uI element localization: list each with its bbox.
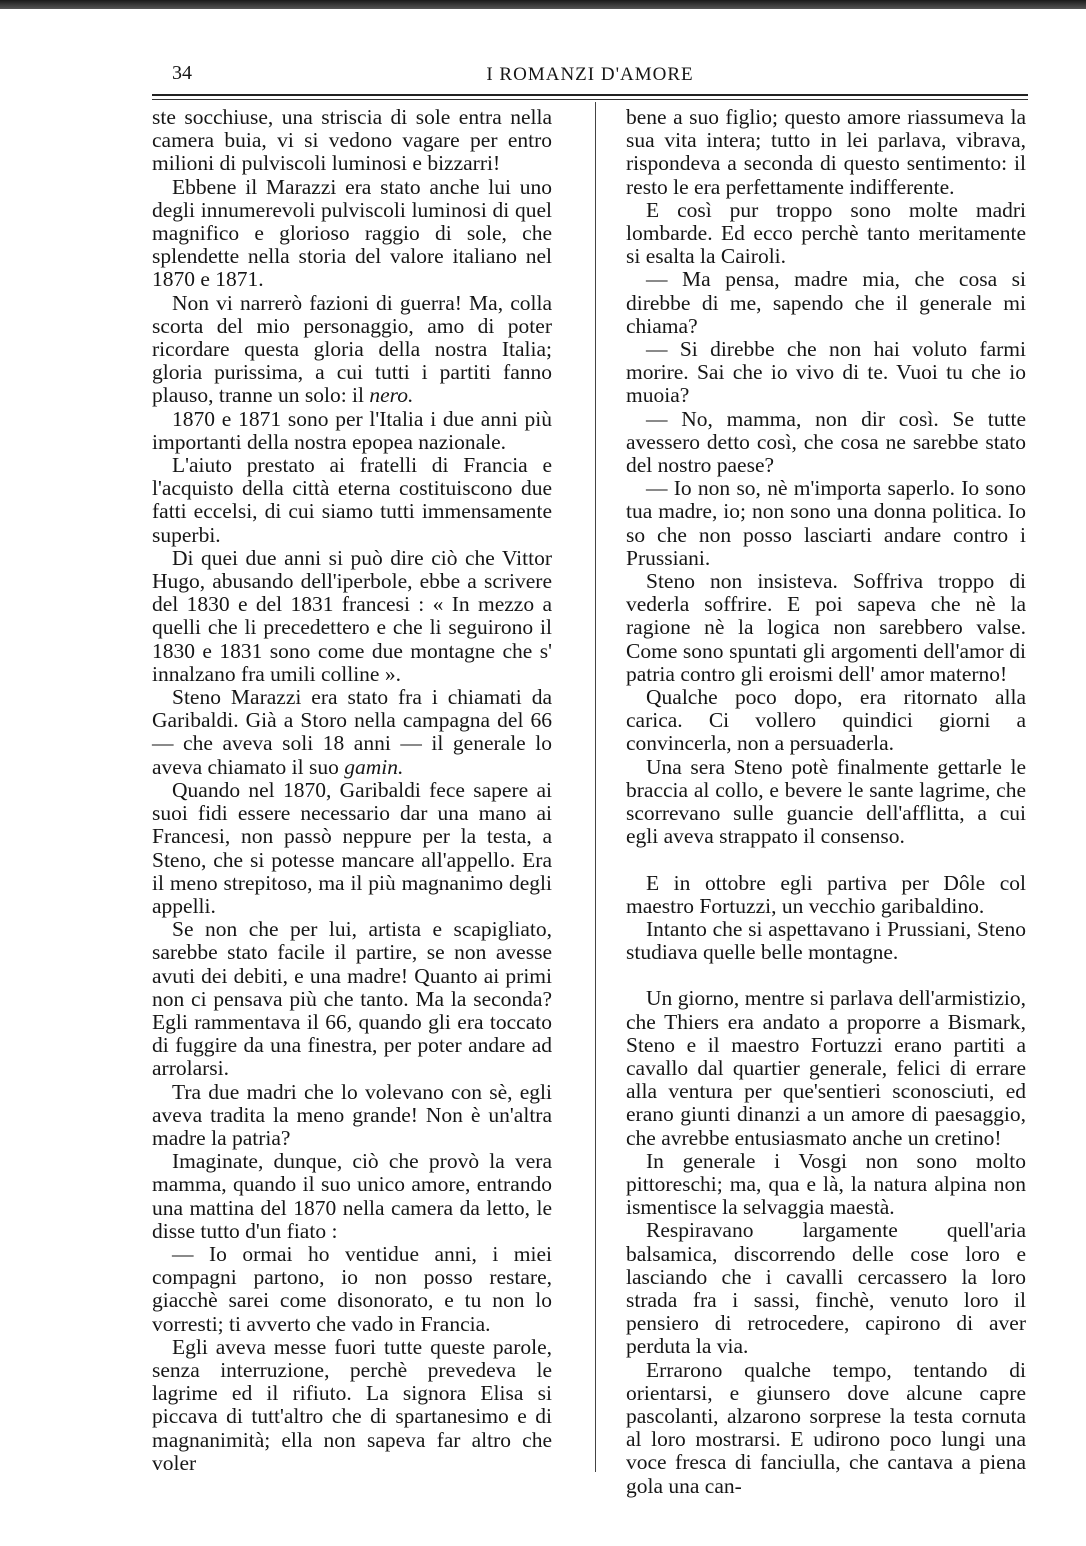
paragraph: Respiravano largamente quell'aria balsamica, discorrendo delle cose loro e lasciando che i cavalli cercassero la loro strada fra i sassi, finchè, venuto loro il pensiero di retrocedere, capirono di aver perduta la via. xyxy=(626,1218,1026,1359)
header-rule-thick xyxy=(152,94,1028,96)
paragraph xyxy=(152,686,552,779)
paragraph: Qualche poco dopo, era ritornato alla carica. Ci vollero quindici giorni a convincerla, non a persuaderla. xyxy=(626,685,1026,756)
paragraph xyxy=(152,292,552,408)
scan-edge xyxy=(0,0,1086,9)
paragraph: Di quei due anni si può dire ciò che Vittor Hugo, abusando dell'iperbole, ebbe a scrivere del 1830 e del 1831 francesi : « In mezzo a quelli che li precedettero e che li seguirono il 1830 e 1831 sono come due montagne che s' innalzano fra umili colline ». xyxy=(152,545,552,686)
paragraph: — Io ormai ho ventidue anni, i miei compagni partono, io non posso restare, giacchè sarei come disonorato, e tu non lo vorresti; ti avverto che vado in Francia. xyxy=(152,1241,552,1336)
paragraph: Intanto che si aspettavano i Prussiani, Steno studiava quelle belle montagne. xyxy=(626,916,1026,965)
page-number: 34 xyxy=(172,62,192,84)
paragraph: Tra due madri che lo volevano con sè, egli aveva tradita la meno grande! Non è un'altra madre la patria? xyxy=(152,1079,552,1150)
paragraph: L'aiuto prestato ai fratelli di Francia e l'acquisto della città eterna costituiscono due fatti eccelsi, di cui siamo tutti immensamente superbi. xyxy=(152,453,552,547)
paragraph: 1870 e 1871 sono per l'Italia i due anni più importanti della nostra epopea nazionale. xyxy=(152,406,552,454)
paragraph: bene a suo figlio; questo amore riassumeva la sua vita intera; tutto in lei parlava, vibrava, rispondeva a seconda di questo sentimento: il resto le era perfettamente indifferente. xyxy=(626,105,1026,199)
paragraph: Steno non insisteva. Soffriva troppo di vederla soffrire. E poi sapeva che nè la ragione nè la logica non sarebbero valse. Come sono spuntati gli argomenti dell'amor di patria contro gli eroismi dell' amor materno! xyxy=(626,569,1026,686)
paragraph: ste socchiuse, una striscia di sole entra nella camera buia, vi si vedono vagare per entro milioni di pulviscoli luminosi e bizzarri! xyxy=(152,105,552,176)
paragraph-text: Non vi narrerò fazioni di guerra! Ma, colla scorta del mio personaggio, amo di poter ricordare questa gloria della nostra Italia; gloria purissima, a cui tutti i partiti fanno plauso, tranne un solo: il xyxy=(152,290,552,408)
header-rule-thin xyxy=(152,99,1028,100)
paragraph: Errarono qualche tempo, tentando di orientarsi, e giunsero dove alcune capre pascolanti, alzarono sorprese la testa cornuta al loro mostrarsi. E udirono poco lungi una voce fresca di fanciulla, che cantava a piena gola una can- xyxy=(626,1357,1026,1498)
paragraph: Quando nel 1870, Garibaldi fece sapere ai suoi fidi essere necessario dar una mano ai Francesi, non passò neppure per la testa, a Steno, che si potesse mancare all'appello. Era il meno strepitoso, ma il più magnanimo degli appelli. xyxy=(152,777,552,918)
paragraph: Una sera Steno potè finalmente gettarle le braccia al collo, e bevere le sante lagrime, che scorrevano sulle guancie dell'afflitta, a cui egli aveva strappato il consenso. xyxy=(626,754,1026,849)
paragraph: E in ottobre egli partiva per Dôle col maestro Fortuzzi, un vecchio garibaldino. xyxy=(626,870,1026,918)
paragraph: Egli aveva messe fuori tutte queste parole, senza interruzione, perchè prevedeva le lagrime ed il rifiuto. La signora Elisa si piccava di tutt'altro che di spartanesimo e di magnanimità; ella non sapeva far altro che voler xyxy=(152,1334,552,1475)
paragraph: Se non che per lui, artista e scapigliato, sarebbe stato facile il partire, se non avesse avuti dei debiti, e una madre! Quanto ai primi non ci pensava più che tanto. Ma la seconda? Egli rammentava il 66, quando gli era toccato di fuggire da una finestra, per poter andare ad arrolarsi. xyxy=(152,917,552,1081)
paragraph: Un giorno, mentre si parlava dell'armistizio, che Thiers era andato a proporre a Bismark, Steno e il maestro Fortuzzi erano partiti a cavallo dal quartier generale, felici di errare alla ventura per que'sentieri sconosciuti, ed erano giunti dinanzi a un amore di paesaggio, che avrebbe entusiasmato anche un cretino! xyxy=(626,986,1026,1150)
page-header xyxy=(152,58,1028,94)
paragraph: — No, mamma, non dir così. Se tutte avessero detto così, che cosa ne sarebbe stato del nostro paese? xyxy=(626,406,1026,478)
paragraph: In generale i Vosgi non sono molto pittoreschi; ma, qua e là, la natura alpina non ismentisce la selvaggia maestà. xyxy=(626,1148,1026,1220)
paragraph: — Si direbbe che non hai voluto farmi morire. Sai che io vivo di te. Vuoi tu che io muoia? xyxy=(626,337,1026,408)
paragraph: — Io non so, nè m'importa saperlo. Io sono tua madre, io; non sono una donna politica. Io so che non posso lasciarti andare contro i Prussiani. xyxy=(626,476,1026,570)
paragraph-text: Steno Marazzi era stato fra i chiamati da Garibaldi. Già a Storo nella campagna del 66 — che aveva soli 18 anni — il generale lo aveva chiamato il suo xyxy=(152,685,552,779)
italic-word: nero. xyxy=(369,383,414,408)
column-divider xyxy=(595,102,596,1472)
italic-word: gamin. xyxy=(344,754,404,779)
right-column xyxy=(626,106,1026,1498)
paragraph: Ebbene il Marazzi era stato anche lui uno degli innumerevoli pulviscoli luminosi di quel magnifico e glorioso raggio di sole, che splendette nella storia del valore italiano nel 1870 e 1871. xyxy=(152,174,552,292)
left-column xyxy=(152,106,552,1475)
paragraph: E così pur troppo sono molte madri lombarde. Ed ecco perchè tanto meritamente si esalta la Cairoli. xyxy=(626,197,1026,269)
paragraph: — Ma pensa, madre mia, che cosa si direbbe di me, sapendo che il generale mi chiama? xyxy=(626,267,1026,338)
running-title: I ROMANZI D'AMORE xyxy=(486,64,694,85)
paragraph: Imaginate, dunque, ciò che provò la vera mamma, quando il suo unico amore, entrando una mattina del 1870 nella camera da letto, le disse tutto d'un fiato : xyxy=(152,1149,552,1243)
